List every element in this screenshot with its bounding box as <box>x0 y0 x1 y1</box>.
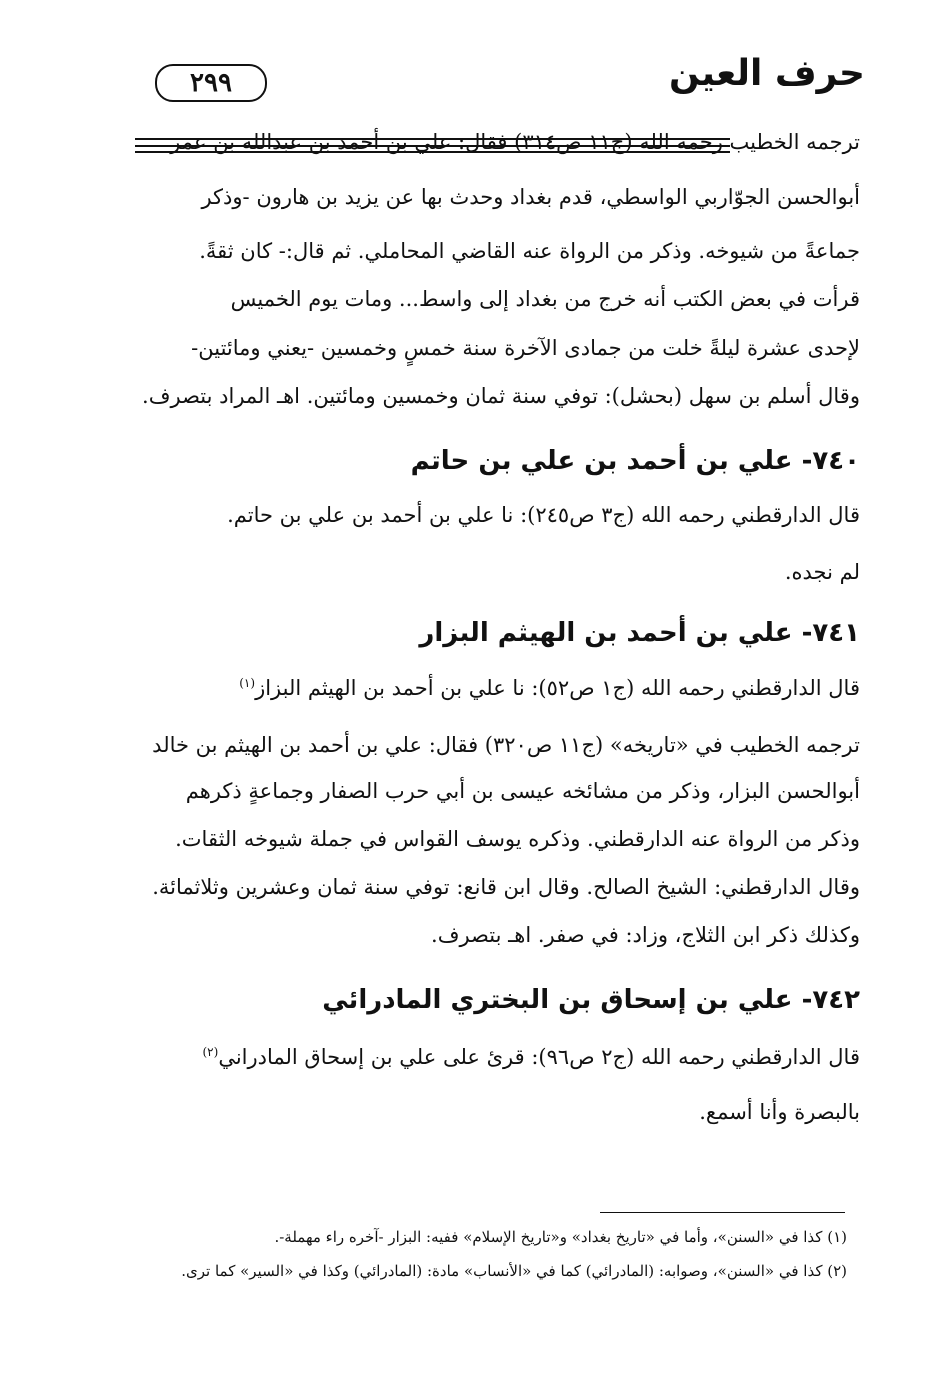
text-line: وقال الدارقطني: الشيخ الصالح. وقال ابن قانع: توفي سنة ثمان وعشرين وثلاثمائة. <box>152 875 860 899</box>
page-number: ٢٩٩ <box>190 68 232 98</box>
text-line: لإحدى عشرة ليلةً خلت من جمادى الآخرة سنة خمسٍ وخمسين -يعني ومائتين- <box>191 336 860 360</box>
text-line: وذكر من الرواة عنه الدارقطني. وذكره يوسف القواس في جملة شيوخه الثقات. <box>175 827 860 851</box>
chapter-title: حرف العين <box>669 53 865 94</box>
entry-heading: ٧٤١- علي بن أحمد بن الهيثم البزار <box>419 618 860 648</box>
footnote: (١) كذا في «السنن»، وأما في «تاريخ بغداد» و«تاريخ الإسلام» ففيه: البزار -آخره راء مهملة-. <box>274 1228 847 1246</box>
footnote-separator <box>600 1212 845 1213</box>
footnote-marker: (١) <box>239 676 256 690</box>
text-line: أبوالحسن البزار، وذكر من مشائخه عيسى بن أبي حرب الصفار وجماعةٍ ذكرهم <box>185 779 860 803</box>
text-line: ترجمه الخطيب رحمه الله (ج١١ ص٣١٤) فقال: علي بن أحمد بن عبدالله بن عمر <box>170 130 860 154</box>
text-line: جماعةً من شيوخه. وذكر من الرواة عنه القاضي المحاملي. ثم قال:- كان ثقةً. <box>199 239 860 263</box>
footnote: (٢) كذا في «السنن»، وصوابه: (المادرائي) كما في «الأنساب» مادة: (المادرائي) وكذا في «السير» كما ترى. <box>181 1262 847 1280</box>
entry-heading: ٧٤٢- علي بن إسحاق بن البختري المادرائي <box>322 985 860 1015</box>
page-number-badge <box>155 64 267 102</box>
entry-heading: ٧٤٠- علي بن أحمد بن علي بن حاتم <box>410 446 860 476</box>
text-line: وكذلك ذكر ابن الثلاج، وزاد: في صفر. اهـ بتصرف. <box>431 923 860 947</box>
text-line: قرأت في بعض الكتب أنه خرج من بغداد إلى واسط... ومات يوم الخميس <box>230 287 860 311</box>
text-line <box>239 676 860 700</box>
text-segment: قال الدارقطني رحمه الله (ج٢ ص٩٦): قرئ على علي بن إسحاق المادراني <box>218 1045 860 1069</box>
text-line: وقال أسلم بن سهل (بحشل): توفي سنة ثمان وخمسين ومائتين. اهـ المراد بتصرف. <box>142 384 860 408</box>
text-line <box>202 1045 860 1069</box>
text-line: ترجمه الخطيب في «تاريخه» (ج١١ ص٣٢٠) فقال: علي بن أحمد بن الهيثم بن خالد <box>152 733 860 757</box>
text-line: لم نجده. <box>784 560 860 584</box>
footnote-marker: (٢) <box>202 1045 219 1059</box>
text-line: قال الدارقطني رحمه الله (ج٣ ص٢٤٥): نا علي بن أحمد بن علي بن حاتم. <box>227 503 860 527</box>
text-line: بالبصرة وأنا أسمع. <box>699 1100 860 1124</box>
page-header <box>135 52 865 102</box>
text-segment: قال الدارقطني رحمه الله (ج١ ص٥٢): نا علي بن أحمد بن الهيثم البزاز <box>255 676 860 700</box>
text-line: أبوالحسن الجوّاربي الواسطي، قدم بغداد وحدث بها عن يزيد بن هارون -وذكر <box>201 185 860 209</box>
